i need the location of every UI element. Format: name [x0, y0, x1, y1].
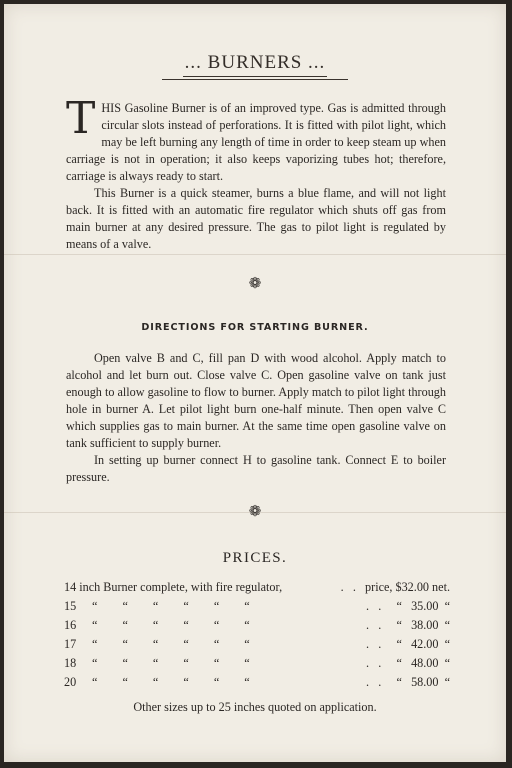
drop-cap: T: [66, 93, 96, 144]
price-size: 15: [64, 599, 77, 613]
price-list: [64, 580, 450, 694]
price-value: . . “ 42.00 “: [366, 637, 450, 651]
price-row: [64, 656, 450, 675]
directions-section: [66, 350, 446, 486]
price-size: 14 inch Burner complete, with fire regulator,: [64, 580, 283, 594]
price-value: . . “ 35.00 “: [366, 599, 450, 613]
directions-heading: DIRECTIONS FOR STARTING BURNER.: [141, 322, 369, 333]
document-page: [4, 4, 506, 762]
ditto-marks: “ “ “ “ “ “: [92, 656, 250, 670]
intro-paragraph-1: HIS Gasoline Burner is of an improved type. Gas is admitted through circular slots instead of perforations. It is fitted with pilot light, which may be left burning any length of time in order to keep steam up when carriage is not in operation; it also keeps vaporizing tubes hot; therefore, carriage is always ready to start.: [66, 101, 446, 183]
page-title-block: [4, 52, 506, 80]
price-row: [64, 580, 450, 599]
price-row: [64, 637, 450, 656]
price-size: 17: [64, 637, 77, 651]
ditto-marks: “ “ “ “ “ “: [92, 618, 250, 632]
directions-paragraph-2: In setting up burner connect H to gasoline tank. Connect E to boiler pressure.: [66, 453, 446, 484]
page-title: ... BURNERS ...: [183, 52, 328, 77]
price-size: 20: [64, 675, 77, 689]
price-row: [64, 599, 450, 618]
price-value: . . “ 38.00 “: [366, 618, 450, 632]
paper-fold-line: [4, 254, 506, 255]
price-value: . . “ 58.00 “: [366, 675, 450, 689]
price-row: [64, 675, 450, 694]
price-value: . . “ 48.00 “: [366, 656, 450, 670]
ditto-marks: “ “ “ “ “ “: [92, 599, 250, 613]
ditto-marks: “ “ “ “ “ “: [92, 637, 250, 651]
directions-paragraph-1: Open valve B and C, fill pan D with wood alcohol. Apply match to alcohol and let burn out. Close valve C. Open gasoline valve on tank just enough to allow gasoline to flow to burner. Apply match to pilot light through hole in burner A. Let pilot light burn one-half minute. Then open valve C which supplies gas to main burner. At the same time open gasoline valve on tank sufficient to supply burner.: [66, 351, 446, 450]
intro-section: [66, 93, 446, 253]
sizes-note: Other sizes up to 25 inches quoted on application.: [133, 700, 377, 714]
price-size: 16: [64, 618, 77, 632]
flower-ornament-icon: ❁: [248, 276, 262, 292]
intro-paragraph-2: This Burner is a quick steamer, burns a blue flame, and will not light back. It is fitted with an automatic fire regulator which shuts off gas from main burner at any desired pressure. The gas to pilot light is regulated by means of a valve.: [66, 186, 446, 251]
flower-ornament-icon: ❁: [248, 504, 262, 520]
ditto-marks: “ “ “ “ “ “: [92, 675, 250, 689]
title-underline: [162, 79, 348, 80]
price-size: 18: [64, 656, 77, 670]
price-value: . . price, $32.00 net.: [340, 580, 450, 594]
price-row: [64, 618, 450, 637]
prices-heading: PRICES.: [222, 550, 288, 566]
